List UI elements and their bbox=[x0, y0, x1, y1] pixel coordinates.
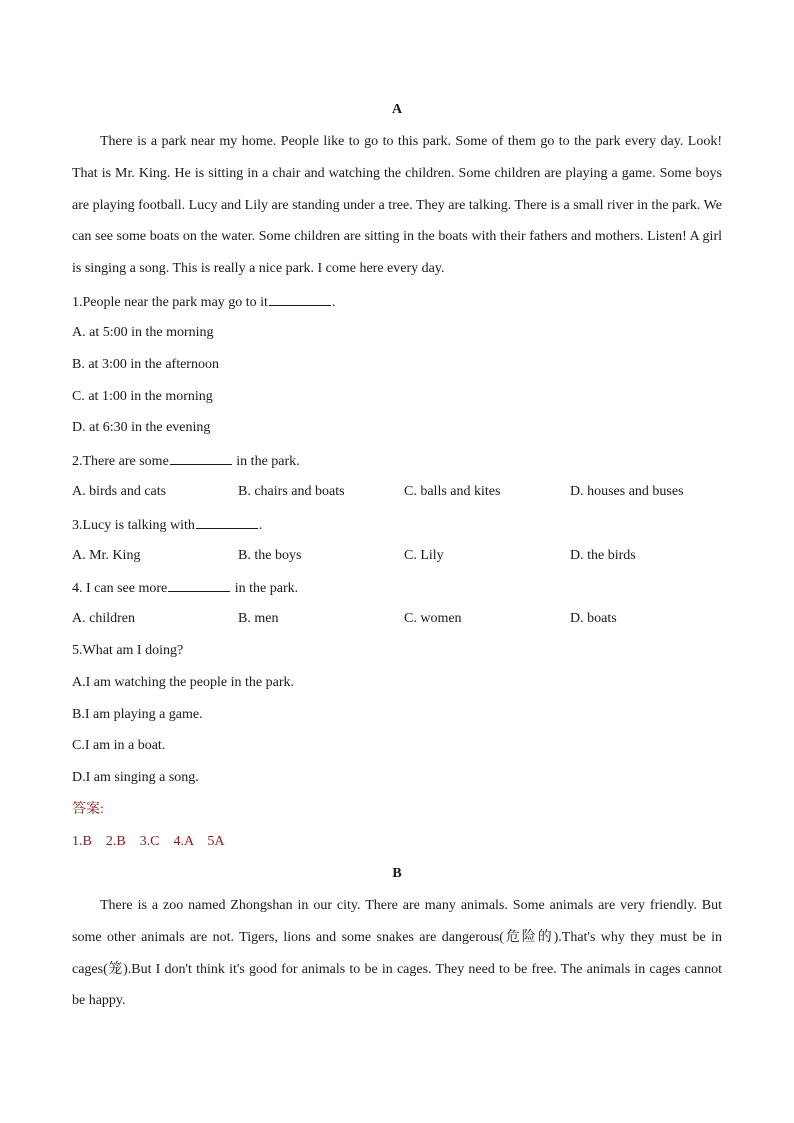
passage-a-text: There is a park near my home. People like to go to this park. Some of them go to the park every day. Look! That is Mr. King. He is sitting in a chair and watching the children. Some children are playing a game. Some boys are playing football. Lucy and Lily are standing under a tree. They are talking. There is a small river in the park. We can see some boats on the water. Some children are sitting in the boats with their fathers and mothers. Listen! A girl is singing a song. This is really a nice park. I come here every day. bbox=[72, 134, 722, 277]
question-1-stem-end: . bbox=[331, 295, 336, 310]
question-2-option-b: B. chairs and boats bbox=[238, 484, 345, 499]
question-4-options bbox=[72, 609, 722, 629]
question-2 bbox=[72, 450, 300, 472]
question-3-option-c: C. Lily bbox=[404, 548, 444, 563]
question-2-options bbox=[72, 482, 722, 502]
question-5-option-b: B.I am playing a game. bbox=[72, 707, 203, 722]
question-1-option-b: B. at 3:00 in the afternoon bbox=[72, 357, 219, 372]
question-3-option-b: B. the boys bbox=[238, 548, 302, 563]
question-5-stem: 5.What am I doing? bbox=[72, 643, 184, 658]
question-5-option-d: D.I am singing a song. bbox=[72, 770, 199, 785]
passage-b-text: There is a zoo named Zhongshan in our city. There are many animals. Some animals are very friendly. But some other animals are not. Tigers, lions and some snakes are dangerous(危险的).That's why they must be in cages(笼).But I don't think it's good for animals to be in cages. They need to be free. The animals in cages cannot be happy. bbox=[72, 898, 722, 1009]
question-2-option-c: C. balls and kites bbox=[404, 484, 501, 499]
question-3-options bbox=[72, 546, 722, 566]
question-2-stem: 2.There are some bbox=[72, 454, 169, 469]
question-4-option-c: C. women bbox=[404, 611, 462, 626]
answer-key: 1.B 2.B 3.C 4.A 5A bbox=[72, 834, 225, 849]
section-a-title: A bbox=[391, 102, 403, 117]
section-b-title: B bbox=[392, 866, 402, 881]
answer-blank bbox=[170, 450, 232, 465]
question-3-stem-end: . bbox=[258, 518, 263, 533]
question-3-stem: 3.Lucy is talking with bbox=[72, 518, 195, 533]
question-1-stem: 1.People near the park may go to it bbox=[72, 295, 268, 310]
question-2-stem-end: in the park. bbox=[232, 454, 300, 469]
question-4-option-b: B. men bbox=[238, 611, 279, 626]
answer-blank bbox=[269, 291, 331, 306]
question-2-option-d: D. houses and buses bbox=[570, 484, 684, 499]
question-3 bbox=[72, 514, 262, 536]
question-4-option-d: D. boats bbox=[570, 611, 617, 626]
question-2-option-a: A. birds and cats bbox=[72, 484, 167, 499]
question-1 bbox=[72, 291, 335, 313]
question-4 bbox=[72, 577, 298, 599]
question-5-option-a: A.I am watching the people in the park. bbox=[72, 675, 294, 690]
question-1-option-d: D. at 6:30 in the evening bbox=[72, 420, 211, 435]
question-4-option-a: A. children bbox=[72, 611, 135, 626]
question-3-option-a: A. Mr. King bbox=[72, 548, 141, 563]
answer-label: 答案: bbox=[72, 802, 104, 817]
question-4-stem-end: in the park. bbox=[231, 581, 299, 596]
question-3-option-d: D. the birds bbox=[570, 548, 636, 563]
answer-blank bbox=[168, 577, 230, 592]
question-5-option-c: C.I am in a boat. bbox=[72, 738, 166, 753]
question-4-stem: 4. I can see more bbox=[72, 581, 168, 596]
answer-blank bbox=[196, 514, 258, 529]
question-1-option-a: A. at 5:00 in the morning bbox=[72, 325, 214, 340]
question-1-option-c: C. at 1:00 in the morning bbox=[72, 389, 213, 404]
